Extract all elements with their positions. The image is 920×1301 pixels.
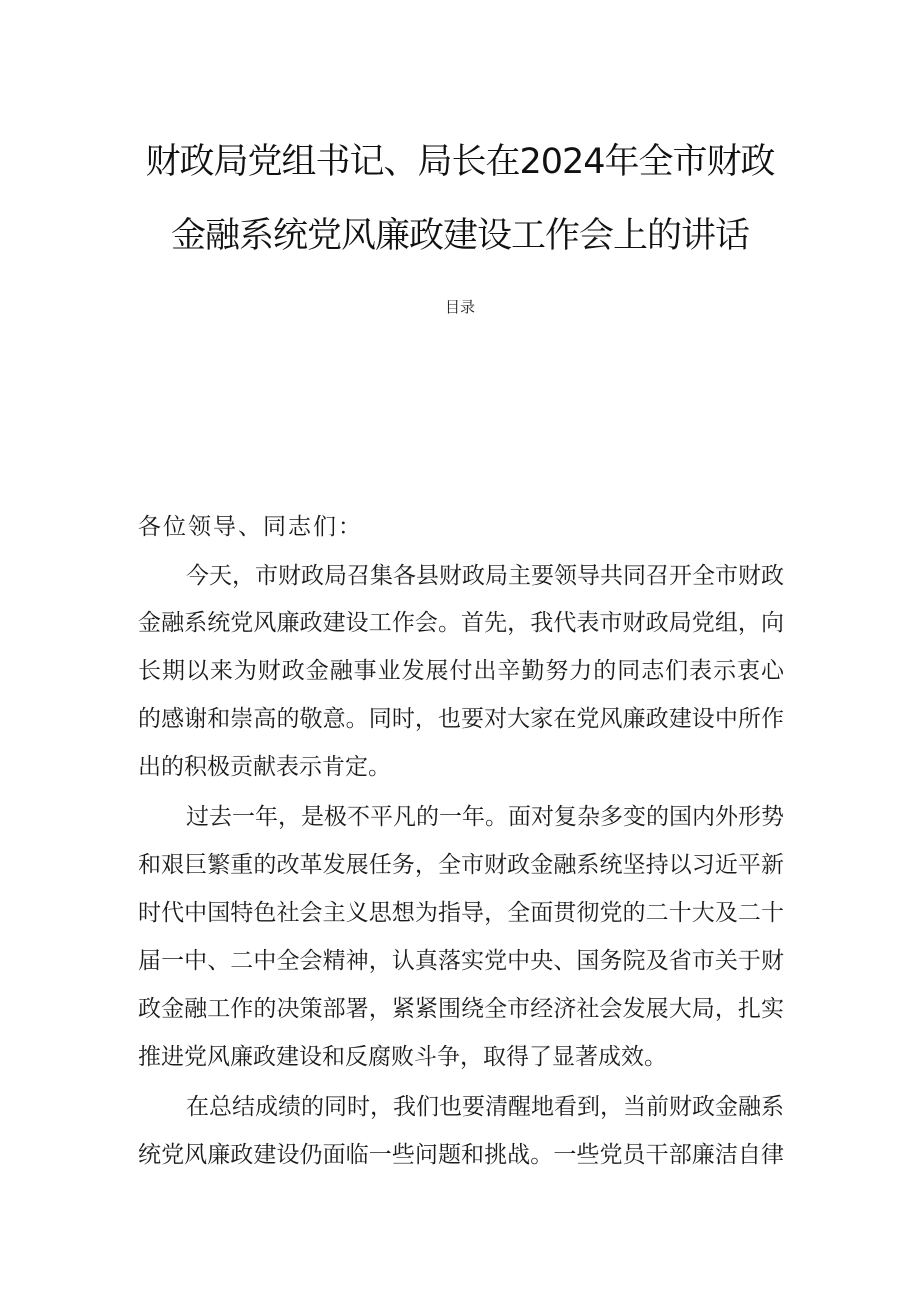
body-line: 时代中国特色社会主义思想为指导，全面贯彻党的二十大及二十 — [138, 900, 784, 926]
body-line: 在总结成绩的同时，我们也要清醒地看到，当前财政金融系 — [186, 1094, 784, 1120]
body-line: 今天，市财政局召集各县财政局主要领导共同召开全市财政 — [186, 563, 784, 589]
body-line: 金融系统党风廉政建设工作会。首先，我代表市财政局党组，向 — [138, 610, 784, 636]
body-line: 过去一年，是极不平凡的一年。面对复杂多变的国内外形势 — [186, 804, 784, 830]
document-title-line-2: 金融系统党风廉政建设工作会上的讲话 — [170, 216, 749, 256]
body-line: 统党风廉政建设仍面临一些问题和挑战。一些党员干部廉洁自律 — [138, 1142, 784, 1168]
body-line: 推进党风廉政建设和反腐败斗争，取得了显著成效。 — [138, 1044, 667, 1070]
body-line: 政金融工作的决策部署，紧紧围绕全市经济社会发展大局，扎实 — [138, 996, 784, 1022]
table-of-contents-label: 目录 — [444, 298, 475, 316]
document-title-line-1: 财政局党组书记、局长在2024年全市财政 — [145, 142, 775, 182]
body-line: 长期以来为财政金融事业发展付出辛勤努力的同志们表示衷心 — [138, 658, 784, 684]
greeting: 各位领导、同志们： — [138, 514, 363, 540]
body-line: 届一中、二中全会精神，认真落实党中央、国务院及省市关于财 — [138, 948, 784, 974]
body-line: 出的积极贡献表示肯定。 — [138, 754, 391, 780]
body-line: 的感谢和崇高的敬意。同时，也要对大家在党风廉政建设中所作 — [138, 706, 784, 732]
body-line: 和艰巨繁重的改革发展任务，全市财政金融系统坚持以习近平新 — [138, 852, 784, 878]
